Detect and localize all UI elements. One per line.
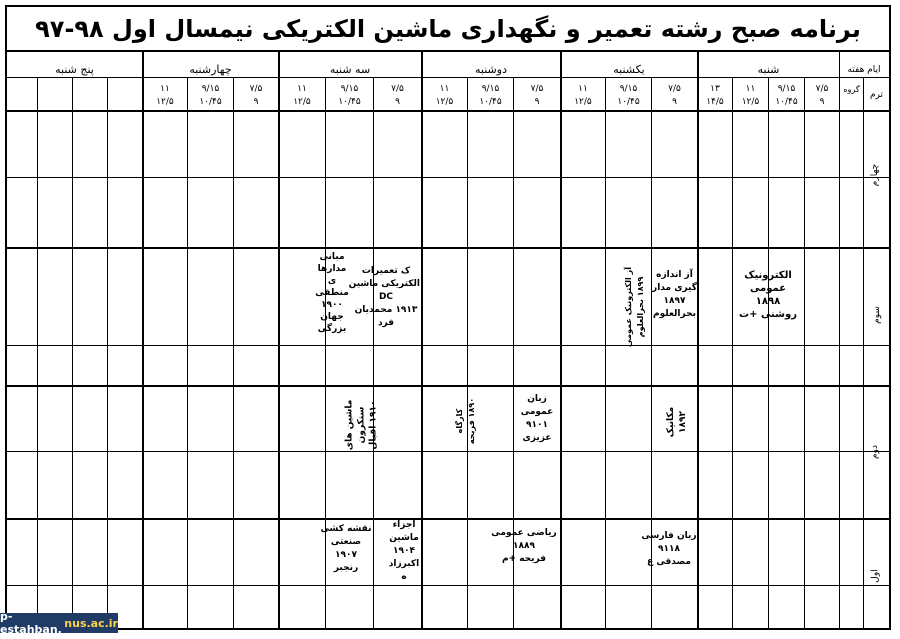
page-title: برنامه صبح رشته تعمیر و نگهداری ماشین الکتریکی نیمسال اول ۹۸-۹۷ <box>7 7 889 52</box>
day-tue: سه شنبه <box>329 63 371 76</box>
row-divider <box>7 385 889 387</box>
course-cell: مبانی مدارها ی منطقی ۱۹۰۰ جهان بزرگی <box>315 252 349 334</box>
group-divider <box>839 52 840 630</box>
course-cell: اجزاء ماشین ۱۹۰۴ اکبرزاد ه <box>388 520 420 582</box>
course-cell: آز اندازه گیری مدار ۱۸۹۷ بحرالعلوم <box>652 270 697 319</box>
slot-time: ۱۱ ۱۲/۵ <box>293 84 311 107</box>
row-divider <box>7 177 889 178</box>
slot-divider <box>605 77 606 630</box>
day-thu: پنج شنبه <box>55 63 94 76</box>
slot-time: ۹/۱۵ ۱۰/۴۵ <box>775 84 798 107</box>
day-divider <box>142 52 144 630</box>
slot-time: ۷/۵ ۹ <box>391 84 404 107</box>
schedule-sheet <box>5 5 891 630</box>
slot-time: ۹/۱۵ ۱۰/۴۵ <box>479 84 502 107</box>
slot-divider <box>37 77 38 630</box>
slot-time: ۹/۱۵ ۱۰/۴۵ <box>617 84 640 107</box>
footer-prefix: p-estahban. <box>0 610 62 636</box>
slot-divider <box>107 77 108 630</box>
slot-divider <box>233 77 234 630</box>
slot-divider <box>804 77 805 630</box>
term-2-label: دوم <box>869 445 880 459</box>
footer-domain: nus.ac.ir <box>64 616 118 630</box>
day-mon: دوشنبه <box>475 63 507 76</box>
course-cell: ماشین های سنکرون ۱۹۱۰ اقبال <box>344 399 379 451</box>
term-3-label: سوم <box>871 306 882 324</box>
slot-time: ۱۳ ۱۴/۵ <box>706 84 724 107</box>
days-label: ایام هفته <box>847 65 881 75</box>
slot-time: ۱۱ ۱۲/۵ <box>741 84 760 107</box>
row-divider <box>7 451 889 452</box>
course-cell: کارگاه ۱۸۹۰ فریحه <box>455 397 477 445</box>
row-divider <box>7 345 889 346</box>
day-sat: شنبه <box>757 63 780 76</box>
slot-divider <box>467 77 468 630</box>
course-cell: زبان فارسی ۹۱۱۸ مصدقی ع <box>641 531 697 567</box>
day-sun: یکشنبه <box>613 63 645 76</box>
course-cell: زبان عمومی ۹۱۰۱ عزیزی <box>520 394 554 443</box>
term-label: ترم <box>869 90 884 100</box>
slot-time: ۹/۱۵ ۱۰/۴۵ <box>338 84 361 107</box>
row-divider <box>7 247 889 249</box>
day-divider <box>278 52 280 630</box>
course-cell: نقشه کشی صنعتی ۱۹۰۷ رنجبر <box>320 524 372 573</box>
slot-time: ۷/۵ ۹ <box>815 84 829 107</box>
day-wed: چهارشنبه <box>189 63 232 76</box>
term-divider <box>863 77 864 630</box>
slot-time: ۱۱ ۱۲/۵ <box>574 84 592 107</box>
slot-divider <box>72 77 73 630</box>
slot-time: ۹/۱۵ ۱۰/۴۵ <box>199 84 222 107</box>
slot-time: ۱۱ ۱۲/۵ <box>156 84 174 107</box>
slot-time: ۱۱ ۱۲/۵ <box>435 84 454 107</box>
course-cell: آز الکترونیک عمومی ۱۸۹۹ بحرالعلوم <box>623 267 645 347</box>
row-divider <box>7 518 889 520</box>
row-divider <box>7 585 889 586</box>
site-footer-badge <box>0 610 118 636</box>
term-4-label: چهارم <box>870 163 881 187</box>
course-cell: ک تعمیرات الکتریکی ماشین DC ۱۹۱۳ محمدیان فرد <box>348 266 420 328</box>
day-divider <box>421 52 423 630</box>
slot-divider <box>187 77 188 630</box>
slot-divider <box>373 77 374 630</box>
course-cell: ریاضی عمومی ۱۸۸۹ فریحه +م <box>491 528 557 564</box>
slot-time: ۷/۵ ۹ <box>668 84 681 107</box>
slot-divider <box>768 77 769 630</box>
day-divider <box>697 52 699 630</box>
slot-time: ۷/۵ ۹ <box>530 84 544 107</box>
slot-time: ۷/۵ ۹ <box>249 84 263 107</box>
term-1-label: اول <box>870 569 881 583</box>
course-cell: الکترونیک عمومی ۱۸۹۸ روشنی +ت <box>739 270 797 320</box>
course-cell: مکانیک ۱۸۹۲ <box>666 406 689 438</box>
slot-divider <box>732 77 733 630</box>
group-label: گروه <box>843 85 860 94</box>
